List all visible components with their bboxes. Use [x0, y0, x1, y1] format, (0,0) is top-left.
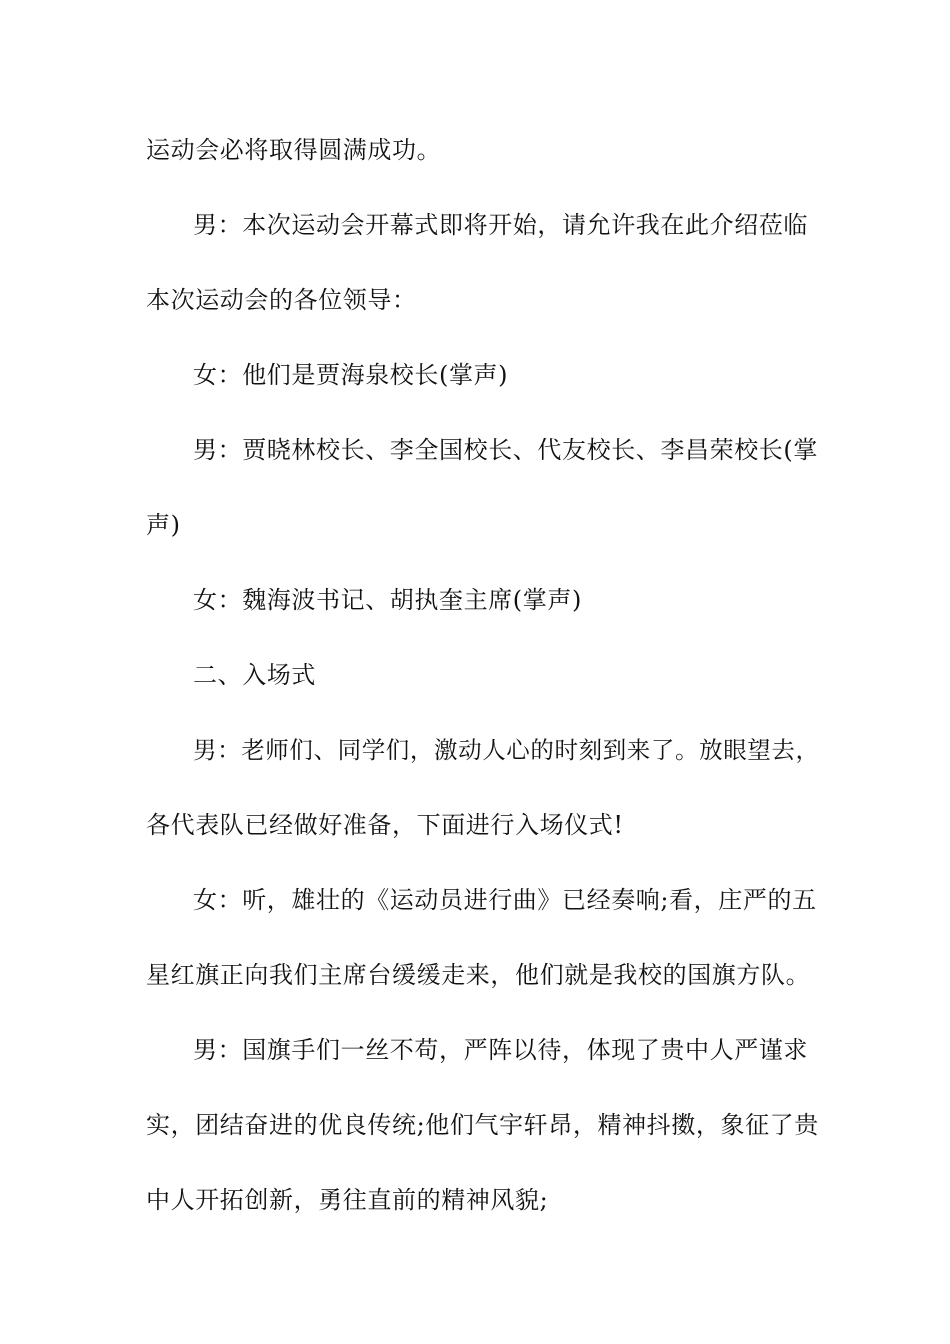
text-line: 男：国旗手们一丝不苟，严阵以待，体现了贵中人严谨求 [193, 1036, 808, 1064]
text-line: 男：本次运动会开幕式即将开始，请允许我在此介绍莅临 [193, 211, 808, 239]
section-heading: 二、入场式 [193, 661, 316, 689]
text-line: 运动会必将取得圆满成功。 [146, 136, 442, 164]
text-line: 男：老师们、同学们，激动人心的时刻到来了。放眼望去， [193, 736, 820, 764]
text-line: 中人开拓创新，勇往直前的精神风貌; [146, 1186, 549, 1214]
text-line: 声) [146, 511, 181, 539]
text-line: 实，团结奋进的优良传统;他们气宇轩昂，精神抖擞，象征了贵 [146, 1111, 819, 1139]
text-line: 本次运动会的各位领导： [146, 286, 417, 314]
text-line: 女：魏海波书记、胡执奎主席(掌声) [193, 586, 582, 614]
text-line: 女：听，雄壮的《运动员进行曲》已经奏响;看，庄严的五 [193, 886, 817, 914]
text-line: 各代表队已经做好准备，下面进行入场仪式! [146, 811, 624, 839]
text-line: 星红旗正向我们主席台缓缓走来，他们就是我校的国旗方队。 [146, 961, 811, 989]
text-line: 男：贾晓林校长、李全国校长、代友校长、李昌荣校长(掌 [193, 436, 818, 464]
text-line: 女：他们是贾海泉校长(掌声) [193, 361, 509, 389]
